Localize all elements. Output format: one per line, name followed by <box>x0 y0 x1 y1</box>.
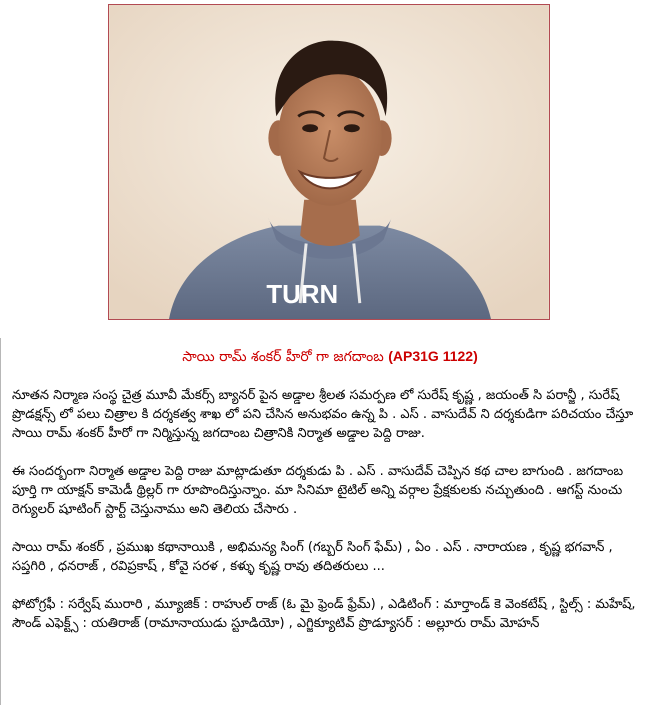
article-headline <box>0 348 660 368</box>
headline-text: సాయి రామ్ శంకర్ హీరో గా జగదాంబ <box>182 349 384 365</box>
article-body <box>12 386 648 652</box>
article-paragraph-intro: నూతన నిర్మాణ సంస్థ చైత్ర మూవీ మేకర్స్ బ్యానర్ పైన అడ్డాల శ్రీలత సమర్పణ లో సురేష్ కృష్ణ , జయంత్ సి పరాన్జీ , సురేష్ ప్రొడక్షన్స్ లో పలు చిత్రాల కి దర్శకత్వ శాఖ లో పని చేసిన అనుభవం ఉన్న పి . ఎస్ . వాసుదేవ్ ని దర్శకుడిగా పరిచయం చేస్తూ సాయి రామ్ శంకర్ హీరో గా నిర్మిస్తున్న జగదాంబ చిత్రానికి నిర్మాత అడ్డాల పెద్ది రాజు. <box>12 388 634 441</box>
article-paragraph-crew: ఫోటోగ్రఫీ : సర్వేష్ మురారి , మ్యూజిక్ : రాహుల్ రాజ్ (ఓ మై ఫ్రెండ్ ఫ్రేమ్) , ఎడిటింగ్ : మార్తాండ్ కె వెంకటేష్ , స్టిల్స్ : మహేష్, సౌండ్ ఎఫెక్ట్స్ : యతిరాజ్ (రామానాయుడు స్టూడియో) , ఎగ్జిక్యూటివ్ ప్రొడ్యూసర్ : అల్లూరు రామ్ మోహన్ <box>12 597 636 631</box>
portrait-illustration <box>109 5 549 319</box>
left-border-line <box>0 338 1 705</box>
headline-code: (AP31G 1122) <box>388 348 478 364</box>
article-paragraph-producer-quote: ఈ సందర్బంగా నిర్మాత అడ్డాల పెద్ది రాజు మాట్లాడుతూ దర్శకుడు పి . ఎస్ . వాసుదేవ్ చెప్పిన కథ చాల బాగుంది . జగదాంబ పూర్తి గా యాక్షన్ కామెడీ థ్రిల్లర్ గా రూపొందిస్తున్నాం. మా సినిమా టైటిల్ అన్ని వర్గాల ప్రేక్షకులకు నచ్చుతుంది . ఆగస్ట్ నుంచు రెగ్యులర్ షూటింగ్ స్టార్ట్ చెస్తునాము అని తెలియ చేసారు . <box>12 464 624 517</box>
hero-photo <box>108 4 550 320</box>
shirt-text: TURN <box>266 281 339 310</box>
article-paragraph-cast: సాయి రామ్ శంకర్ , ప్రముఖ కథానాయికి , అభిమన్య సింగ్ (గబ్బర్ సింగ్ ఫేమ్) , ఏం . ఎస్ . నారాయణ , కృష్ణ భగవాన్ , సప్తగిరి , ధనరాజ్ , రవిప్రకాష్ , కోవై సరళ , కళ్ళు కృష్ణ రావు తదితరులు ... <box>12 540 613 574</box>
